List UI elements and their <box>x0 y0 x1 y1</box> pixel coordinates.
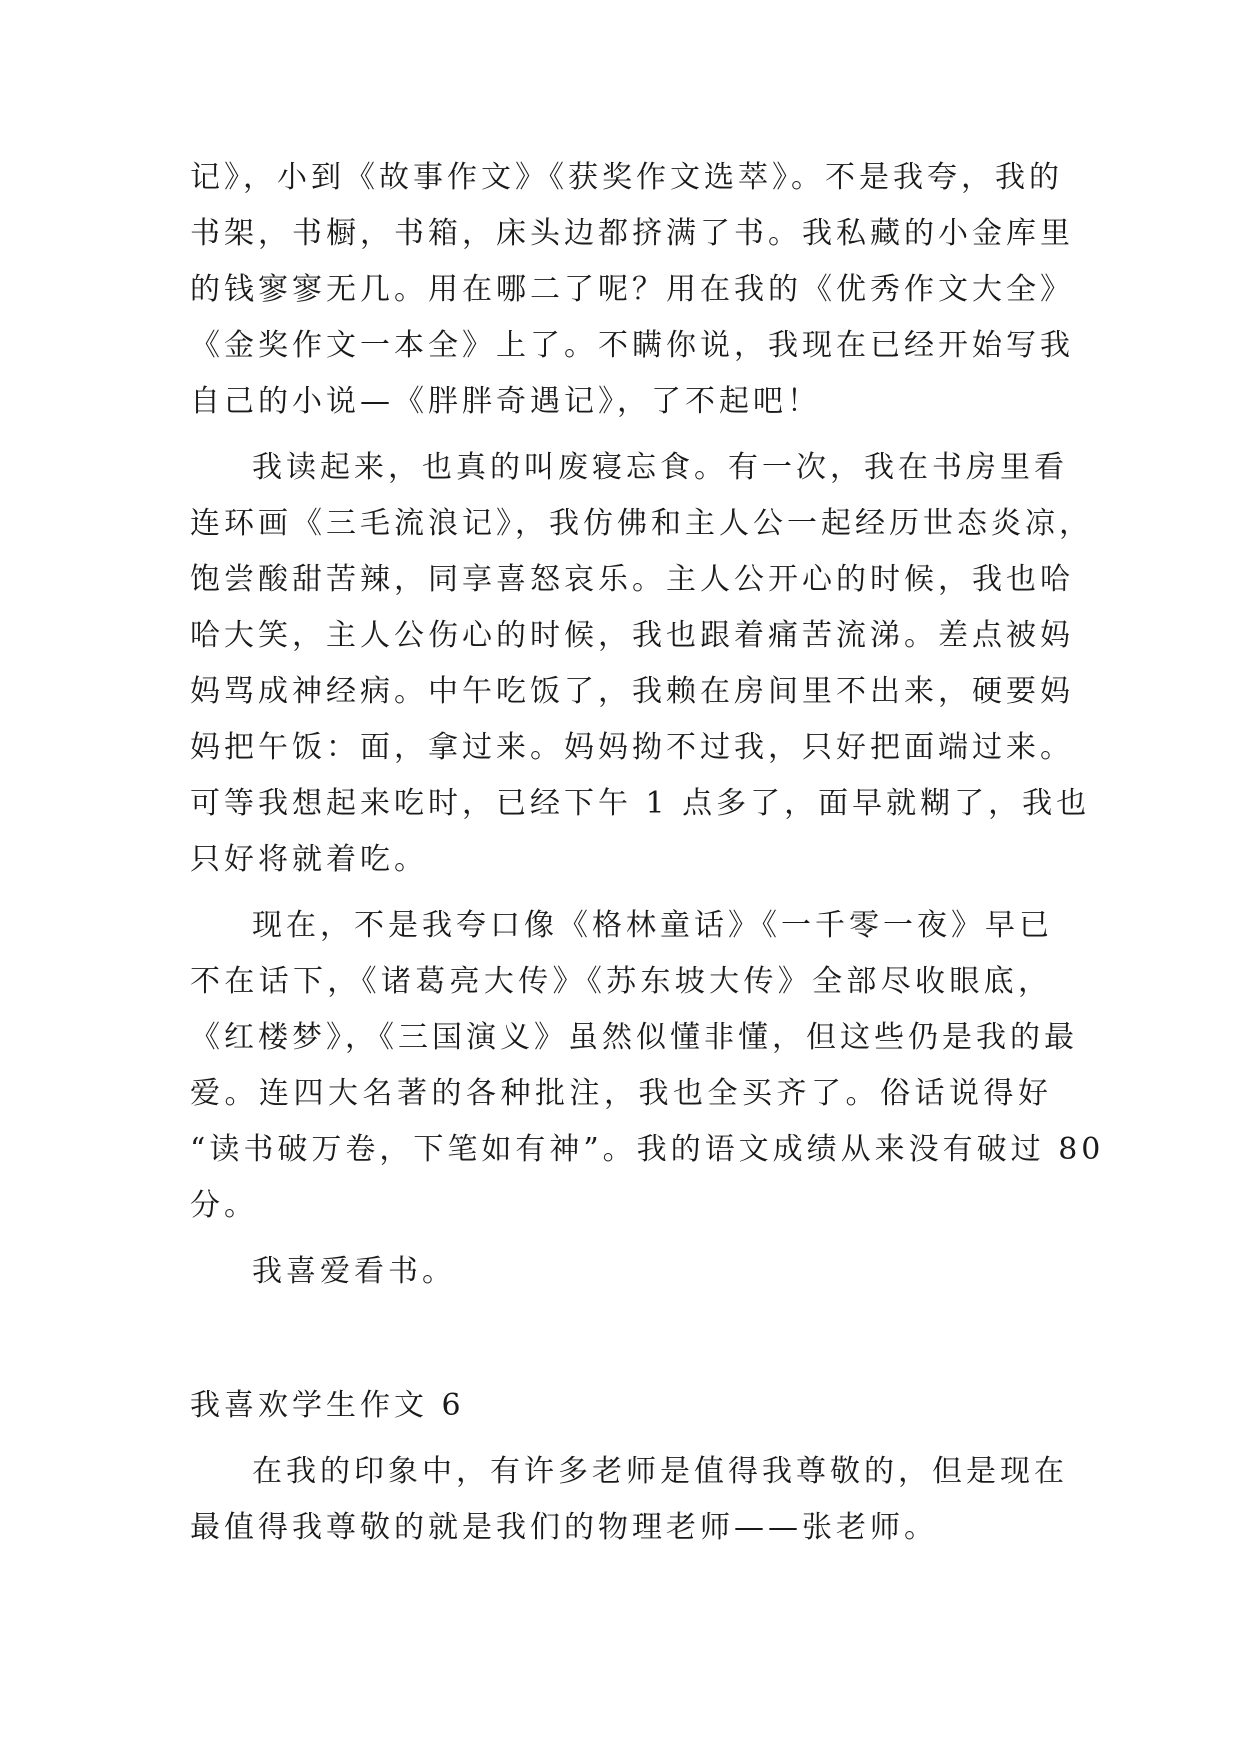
paragraph-line: 爱。连四大名著的各种批注，我也全买齐了。俗话说得好 <box>190 1076 1052 1111</box>
paragraph-line: 哈大笑，主人公伤心的时候，我也跟着痛苦流涕。差点被妈 <box>190 618 1074 653</box>
paragraph-line: 书架，书橱，书箱，床头边都挤满了书。我私藏的小金库里 <box>190 216 1074 251</box>
paragraph-line: 现在，不是我夸口像《格林童话》《一千零一夜》早已 <box>252 908 1053 943</box>
paragraph-line: 分。 <box>190 1188 258 1223</box>
paragraph-line: 妈骂成神经病。中午吃饭了，我赖在房间里不出来，硬要妈 <box>190 674 1074 709</box>
paragraph-line: 不在话下，《诸葛亮大传》《苏东坡大传》全部尽收眼底， <box>190 964 1052 999</box>
paragraph-line: 记》，小到《故事作文》《获奖作文选萃》。不是我夸，我的 <box>190 160 1063 195</box>
paragraph-line: 可等我想起来吃时，已经下午 1 点多了，面早就糊了，我也 <box>190 786 1091 821</box>
paragraph-line: 连环画《三毛流浪记》，我仿佛和主人公一起经历世态炎凉， <box>190 506 1093 541</box>
paragraph-line: 《金奖作文一本全》上了。不瞒你说，我现在已经开始写我 <box>190 328 1074 363</box>
paragraph-line: 我喜爱看书。 <box>252 1254 456 1289</box>
paragraph-line: 自己的小说—《胖胖奇遇记》，了不起吧！ <box>190 384 821 419</box>
section-title: 我喜欢学生作文 6 <box>190 1388 465 1423</box>
paragraph-line: “读书破万卷，下笔如有神”。我的语文成绩从来没有破过 80 <box>190 1132 1105 1167</box>
paragraph-line: 在我的印象中，有许多老师是值得我尊敬的，但是现在 <box>252 1454 1068 1489</box>
paragraph-line: 最值得我尊敬的就是我们的物理老师——张老师。 <box>190 1510 938 1545</box>
paragraph-line: 《红楼梦》，《三国演义》虽然似懂非懂，但这些仍是我的最 <box>190 1020 1078 1055</box>
paragraph-line: 只好将就着吃。 <box>190 842 428 877</box>
paragraph-line: 我读起来，也真的叫废寝忘食。有一次，我在书房里看 <box>252 450 1068 485</box>
paragraph-line: 的钱寥寥无几。用在哪二了呢？用在我的《优秀作文大全》 <box>190 272 1074 307</box>
paragraph-line: 饱尝酸甜苦辣，同享喜怒哀乐。主人公开心的时候，我也哈 <box>190 562 1074 597</box>
paragraph-line: 妈把午饭：面，拿过来。妈妈拗不过我，只好把面端过来。 <box>190 730 1074 765</box>
